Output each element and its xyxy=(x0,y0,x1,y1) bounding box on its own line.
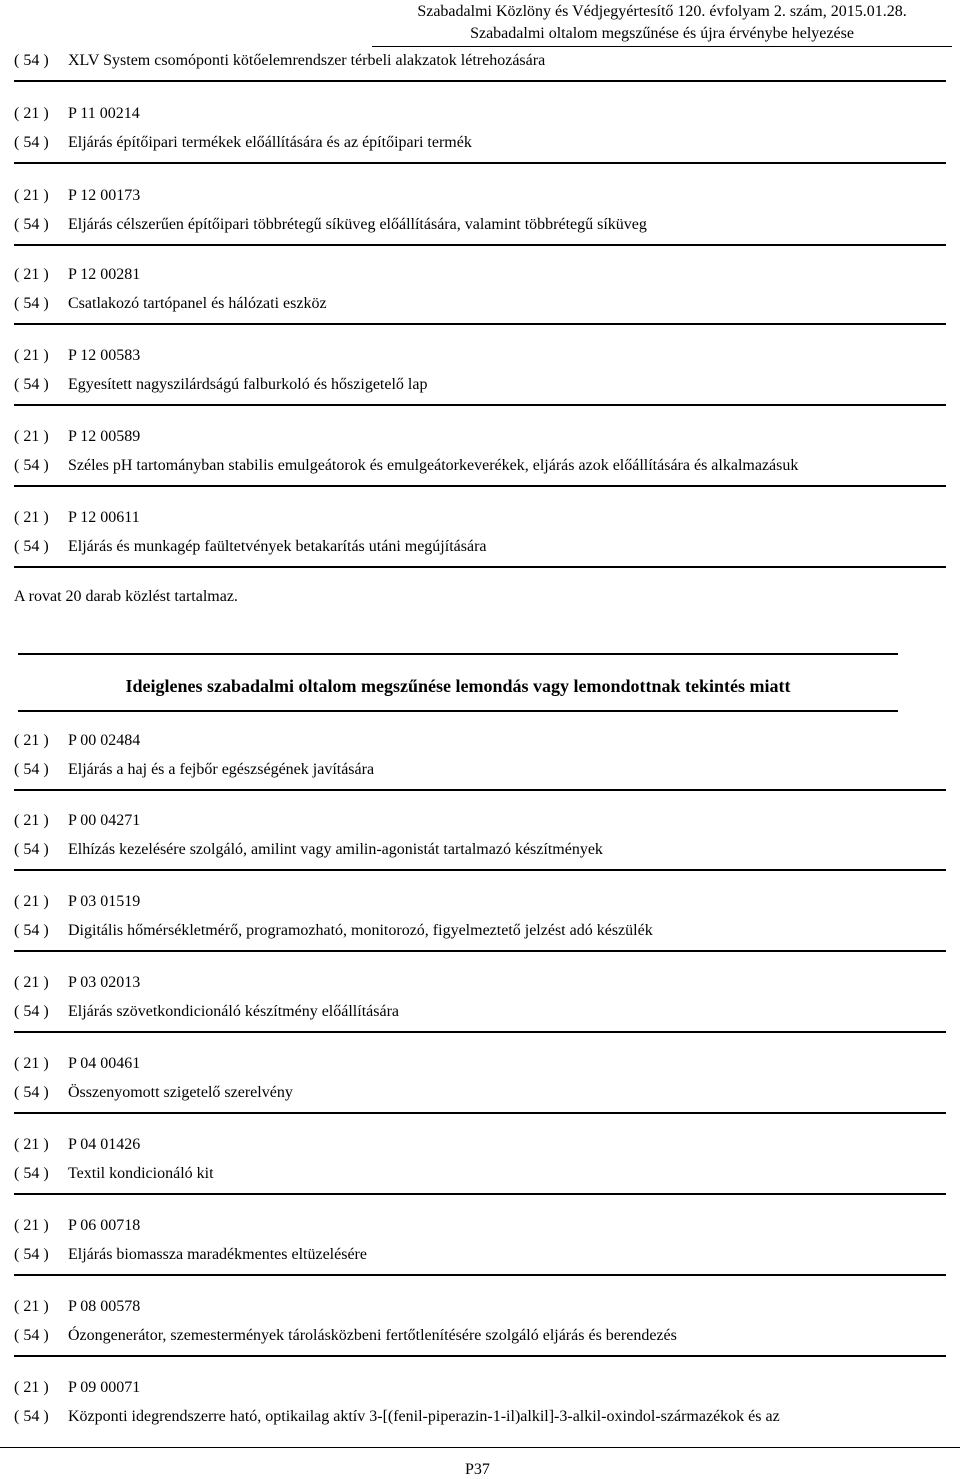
entry-separator xyxy=(14,162,946,164)
entry-number-row xyxy=(14,341,946,370)
entry-title-row xyxy=(14,916,946,945)
section-count-note: A rovat 20 darab közlést tartalmaz. xyxy=(14,588,238,605)
entry xyxy=(14,1373,946,1431)
entry-number: P 04 00461 xyxy=(68,1055,141,1072)
entry xyxy=(14,887,946,952)
code-54: ( 54 ) xyxy=(14,376,49,393)
entry xyxy=(14,181,946,246)
entry-title-row xyxy=(14,835,946,864)
entry-number-row xyxy=(14,1292,946,1321)
entry-number: P 12 00589 xyxy=(68,428,141,445)
entry-title: Textil kondicionáló kit xyxy=(68,1165,214,1182)
entry-title-row xyxy=(14,210,946,239)
entry xyxy=(14,99,946,164)
entry-title-row xyxy=(14,451,946,480)
section-heading: Szabadalmi oltalom megszűnése és újra érvénybe helyezése xyxy=(372,22,952,47)
entry-separator xyxy=(14,485,946,487)
entry-separator xyxy=(14,1193,946,1195)
entry-title: Széles pH tartományban stabilis emulgeátorok és emulgeátorkeverékek, eljárás azok előállítására és alkalmazásuk xyxy=(68,457,799,474)
entry-title: Eljárás célszerűen építőipari többrétegű síküveg előállítására, valamint többrétegű síküveg xyxy=(68,216,647,233)
code-54: ( 54 ) xyxy=(14,1246,49,1263)
entry xyxy=(14,968,946,1033)
code-54: ( 54 ) xyxy=(14,1327,49,1344)
entry-number-row xyxy=(14,968,946,997)
entry-title: Eljárás építőipari termékek előállítására és az építőipari termék xyxy=(68,134,472,151)
entry xyxy=(14,341,946,406)
code-54: ( 54 ) xyxy=(14,841,49,858)
entry-number: P 08 00578 xyxy=(68,1298,141,1315)
entry-title: Összenyomott szigetelő szerelvény xyxy=(68,1084,293,1101)
entry-title-row xyxy=(14,370,946,399)
code-54: ( 54 ) xyxy=(14,216,49,233)
entry-title: Eljárás a haj és a fejbőr egészségének javítására xyxy=(68,761,375,778)
entry-number-row xyxy=(14,887,946,916)
entry-number: P 12 00583 xyxy=(68,347,141,364)
entry-number: P 11 00214 xyxy=(68,105,140,122)
code-21: ( 21 ) xyxy=(14,105,49,122)
code-54: ( 54 ) xyxy=(14,1165,49,1182)
code-21: ( 21 ) xyxy=(14,1379,49,1396)
entry-separator xyxy=(14,789,946,791)
entry-title-row xyxy=(14,1159,946,1188)
entry xyxy=(14,1292,946,1357)
entry-number: P 12 00281 xyxy=(68,266,141,283)
entry-title: Elhízás kezelésére szolgáló, amilint vagy amilin-agonistát tartalmazó készítmények xyxy=(68,841,603,858)
entry-title: Digitális hőmérsékletmérő, programozható, monitorozó, figyelmeztető jelzést adó készülék xyxy=(68,922,653,939)
entry-separator xyxy=(14,244,946,246)
entry-title-row xyxy=(14,755,946,784)
entry xyxy=(14,806,946,871)
entry-number: P 12 00611 xyxy=(68,509,140,526)
code-54: ( 54 ) xyxy=(14,1084,49,1101)
entry-separator xyxy=(14,80,946,82)
code-21: ( 21 ) xyxy=(14,1136,49,1153)
entry-separator xyxy=(14,869,946,871)
entry-first xyxy=(14,46,946,82)
code-54: ( 54 ) xyxy=(14,538,49,555)
entry-title: Eljárás és munkagép faültetvények betakarítás utáni megújítására xyxy=(68,538,487,555)
entry-number-row xyxy=(14,726,946,755)
code-21: ( 21 ) xyxy=(14,509,49,526)
entry-number: P 00 04271 xyxy=(68,812,141,829)
entry-separator xyxy=(14,404,946,406)
entry-title-row xyxy=(14,289,946,318)
entry xyxy=(14,1211,946,1276)
entry-title-row xyxy=(14,1402,946,1431)
footer-rule xyxy=(0,1447,960,1448)
entry xyxy=(14,503,946,568)
code-21: ( 21 ) xyxy=(14,1055,49,1072)
entry-title-row xyxy=(14,46,946,75)
entry-separator xyxy=(14,323,946,325)
entry xyxy=(14,260,946,325)
section-title-block xyxy=(18,653,898,712)
entry-number: P 00 02484 xyxy=(68,732,141,749)
entry-title: Eljárás biomassza maradékmentes eltüzelésére xyxy=(68,1246,367,1263)
entry-separator xyxy=(14,1355,946,1357)
entry xyxy=(14,422,946,487)
section-title: Ideiglenes szabadalmi oltalom megszűnése lemondás vagy lemondottnak tekintés miatt xyxy=(125,676,791,696)
entry-title-row xyxy=(14,532,946,561)
entry-number: P 04 01426 xyxy=(68,1136,141,1153)
entry-number: P 03 01519 xyxy=(68,893,141,910)
code-21: ( 21 ) xyxy=(14,893,49,910)
entry-number-row xyxy=(14,1211,946,1240)
code-21: ( 21 ) xyxy=(14,812,49,829)
entry-title-row xyxy=(14,1078,946,1107)
entry-separator xyxy=(14,950,946,952)
entry-number-row xyxy=(14,1373,946,1402)
entry-number: P 12 00173 xyxy=(68,187,141,204)
code-54: ( 54 ) xyxy=(14,134,49,151)
code-21: ( 21 ) xyxy=(14,1217,49,1234)
entry-title: Központi idegrendszerre ható, optikailag aktív 3-[(fenil-piperazin-1-il)alkil]-3-alkil-oxindol-származékok és az xyxy=(68,1408,780,1425)
code-54: ( 54 ) xyxy=(14,761,49,778)
entry-separator xyxy=(14,1112,946,1114)
entry-number-row xyxy=(14,503,946,532)
entry-title: XLV System csomóponti kötőelemrendszer térbeli alakzatok létrehozására xyxy=(68,52,546,69)
entry-separator xyxy=(14,1031,946,1033)
code-21: ( 21 ) xyxy=(14,1298,49,1315)
entry-title: Eljárás szövetkondicionáló készítmény előállítására xyxy=(68,1003,399,1020)
code-21: ( 21 ) xyxy=(14,347,49,364)
entry-number-row xyxy=(14,181,946,210)
entry-number-row xyxy=(14,422,946,451)
entry xyxy=(14,726,946,791)
page-header xyxy=(372,0,952,47)
code-21: ( 21 ) xyxy=(14,974,49,991)
code-21: ( 21 ) xyxy=(14,428,49,445)
entry-title: Ózongenerátor, szemestermények tárolásközbeni fertőtlenítésére szolgáló eljárás és berendezés xyxy=(68,1327,677,1344)
entry-title: Egyesített nagyszilárdságú falburkoló és hőszigetelő lap xyxy=(68,376,428,393)
entry-number: P 03 02013 xyxy=(68,974,141,991)
entry-separator xyxy=(14,1274,946,1276)
entry-number-row xyxy=(14,806,946,835)
entry-number: P 09 00071 xyxy=(68,1379,141,1396)
code-54: ( 54 ) xyxy=(14,1003,49,1020)
section-rule-bottom xyxy=(18,710,898,712)
code-54: ( 54 ) xyxy=(14,922,49,939)
entry-title-row xyxy=(14,1321,946,1350)
entry-number: P 06 00718 xyxy=(68,1217,141,1234)
section-rule-top xyxy=(18,653,898,655)
entry-separator xyxy=(14,566,946,568)
page-number: P37 xyxy=(465,1461,490,1478)
entry xyxy=(14,1049,946,1114)
code-21: ( 21 ) xyxy=(14,266,49,283)
code-21: ( 21 ) xyxy=(14,187,49,204)
journal-title: Szabadalmi Közlöny és Védjegyértesítő 120. évfolyam 2. szám, 2015.01.28. xyxy=(417,3,907,20)
entry-number-row xyxy=(14,99,946,128)
entry-title-row xyxy=(14,1240,946,1269)
entry-title-row xyxy=(14,997,946,1026)
code-54: ( 54 ) xyxy=(14,295,49,312)
entry xyxy=(14,1130,946,1195)
code-54: ( 54 ) xyxy=(14,457,49,474)
entry-number-row xyxy=(14,260,946,289)
code-54: ( 54 ) xyxy=(14,52,49,69)
entry-number-row xyxy=(14,1049,946,1078)
entry-title-row xyxy=(14,128,946,157)
code-54: ( 54 ) xyxy=(14,1408,49,1425)
entry-number-row xyxy=(14,1130,946,1159)
code-21: ( 21 ) xyxy=(14,732,49,749)
entry-title: Csatlakozó tartópanel és hálózati eszköz xyxy=(68,295,327,312)
